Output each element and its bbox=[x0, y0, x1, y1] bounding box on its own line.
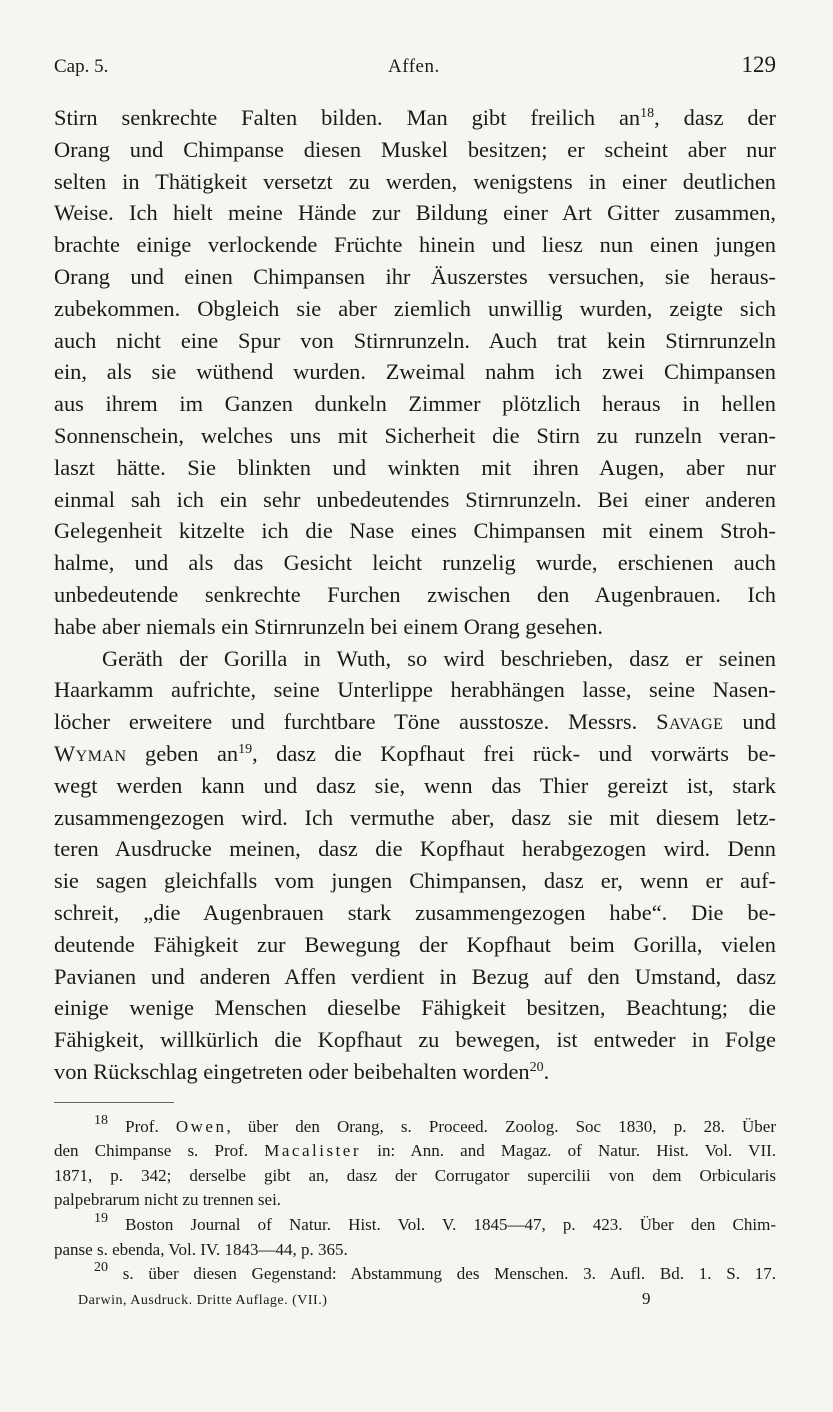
text-line: Fähigkeit, willkürlich die Kopfhaut zu bewegen, ist entweder in Folge bbox=[54, 1027, 776, 1053]
footnote-ref-20[interactable]: 20 bbox=[529, 1059, 544, 1075]
text-line: Pavianen und anderen Affen verdient in Bezug auf den Umstand, dasz bbox=[54, 963, 776, 989]
text-line: teren Ausdrucke meinen, dasz die Kopfhaut herabgezogen wird. Denn bbox=[54, 836, 776, 862]
text-line: Gelegenheit kitzelte ich die Nase eines Chimpansen mit einem Stroh- bbox=[54, 518, 776, 544]
book-page bbox=[54, 52, 776, 1315]
text-line: zubekommen. Obgleich sie aber ziemlich unwillig wurden, zeigte sich bbox=[54, 295, 776, 321]
text-line: sie sagen gleichfalls vom jungen Chimpansen, dasz er, wenn er auf- bbox=[54, 868, 776, 894]
page-number: 129 bbox=[741, 52, 776, 77]
text-line: löcher erweitere und furchtbare Töne ausstosze. Messrs. Savage und bbox=[54, 709, 776, 735]
text-line: aus ihrem im Ganzen dunkeln Zimmer plötzlich heraus in hellen bbox=[54, 391, 776, 417]
footnote-divider bbox=[54, 1102, 174, 1103]
chapter-label: Cap. 5. bbox=[54, 56, 109, 77]
paragraph-1 bbox=[54, 102, 776, 643]
text-line: halme, und als das Gesicht leicht runzelig wurde, erschienen auch bbox=[54, 550, 776, 576]
text-line: Weise. Ich hielt meine Hände zur Bildung einer Art Gitter zusammen, bbox=[54, 200, 776, 226]
text-line: einige wenige Menschen dieselbe Fähigkeit besitzen, Beachtung; die bbox=[54, 995, 776, 1021]
text-line: Sonnenschein, welches uns mit Sicherheit die Stirn zu runzeln veran- bbox=[54, 422, 776, 448]
footnote-18: $^{18}$ Prof. Owen, über den Orang, s. Proceed. Zoolog. Soc 1830, p. 28. Über den Chimpanse s. Prof. Macalister in: Ann. and Magaz. of Natur. Hist. Vol. VII. 1871, p. 342; derselbe gibt an, dasz der Corrugator supercilii von dem Orbicularis palpebrarum nicht zu trennen sei. bbox=[54, 1112, 777, 1210]
paragraph-2 bbox=[54, 643, 776, 1088]
printer-signature: Darwin, Ausdruck. Dritte Auflage. (VII.) bbox=[78, 1292, 328, 1308]
footnotes bbox=[54, 1112, 777, 1287]
author-savage: Savage bbox=[656, 709, 724, 735]
text-line: auch nicht eine Spur von Stirnrunzeln. Auch trat kein Stirnrunzeln bbox=[54, 327, 776, 353]
running-header bbox=[54, 52, 776, 82]
footnote-ref-19[interactable]: 19 bbox=[238, 741, 253, 757]
text-line: deutende Fähigkeit zur Bewegung der Kopfhaut beim Gorilla, vielen bbox=[54, 931, 776, 957]
text-line: Wyman geben $an^{19}$, dasz die Kopfhaut frei rück- und vorwärts be- bbox=[54, 740, 776, 766]
text-line: ein, als sie wüthend wurden. Zweimal nahm ich zwei Chimpansen bbox=[54, 359, 776, 385]
text-line: von Rückschlag eingetreten oder beibehalten worden$^{20}$. bbox=[54, 1058, 550, 1084]
page-footer bbox=[54, 1288, 776, 1315]
text-line: selten in Thätigkeit versetzt zu werden, wenigstens in einer deutlichen bbox=[54, 168, 776, 194]
text-line: Haarkamm aufrichte, seine Unterlippe herabhängen lasse, seine Nasen- bbox=[54, 677, 776, 703]
text-line: Geräth der Gorilla in Wuth, so wird beschrieben, dasz er seinen bbox=[102, 645, 776, 671]
text-line: wegt werden kann und dasz sie, wenn das Thier gereizt ist, stark bbox=[54, 772, 776, 798]
footnote-20: $^{20}$ s. über diesen Gegenstand: Abstammung des Menschen. 3. Aufl. Bd. 1. S. 17. bbox=[94, 1260, 776, 1284]
text-line: Stirn senkrechte Falten bilden. Man gibt freilich $an^{18}$, dasz der bbox=[54, 105, 776, 130]
main-text bbox=[54, 102, 776, 1088]
text-line: zusammengezogen wird. Ich vermuthe aber, dasz sie mit diesem letz- bbox=[54, 804, 776, 830]
text-line: Orang und Chimpanse diesen Muskel besitzen; er scheint aber nur bbox=[54, 136, 776, 162]
text-line: habe aber niemals ein Stirnrunzeln bei einem Orang gesehen. bbox=[54, 613, 603, 639]
text-line: brachte einige verlockende Früchte hinein und liesz nun einen jungen bbox=[54, 232, 776, 258]
author-wyman: Wyman bbox=[54, 740, 127, 766]
text-line: schreit, „die Augenbrauen stark zusammengezogen habe“. Die be- bbox=[54, 899, 776, 925]
footnote-19: $^{19}$ Boston Journal of Natur. Hist. Vol. V. 1845—47, p. 423. Über den Chim- panse s. ebenda, Vol. IV. 1843—44, p. 365. bbox=[54, 1211, 776, 1259]
text-line: Orang und einen Chimpansen ihr Äuszerstes versuchen, sie heraus- bbox=[54, 263, 776, 289]
footnote-ref-18[interactable]: 18 bbox=[640, 106, 655, 121]
text-line: einmal sah ich ein sehr unbedeutendes Stirnrunzeln. Bei einer anderen bbox=[54, 486, 776, 512]
sheet-number: 9 bbox=[642, 1288, 651, 1308]
text-line: laszt hätte. Sie blinkten und winkten mit ihren Augen, aber nur bbox=[54, 454, 776, 480]
running-title: Affen. bbox=[388, 56, 440, 77]
text-line: unbedeutende senkrechte Furchen zwischen den Augenbrauen. Ich bbox=[54, 581, 776, 607]
